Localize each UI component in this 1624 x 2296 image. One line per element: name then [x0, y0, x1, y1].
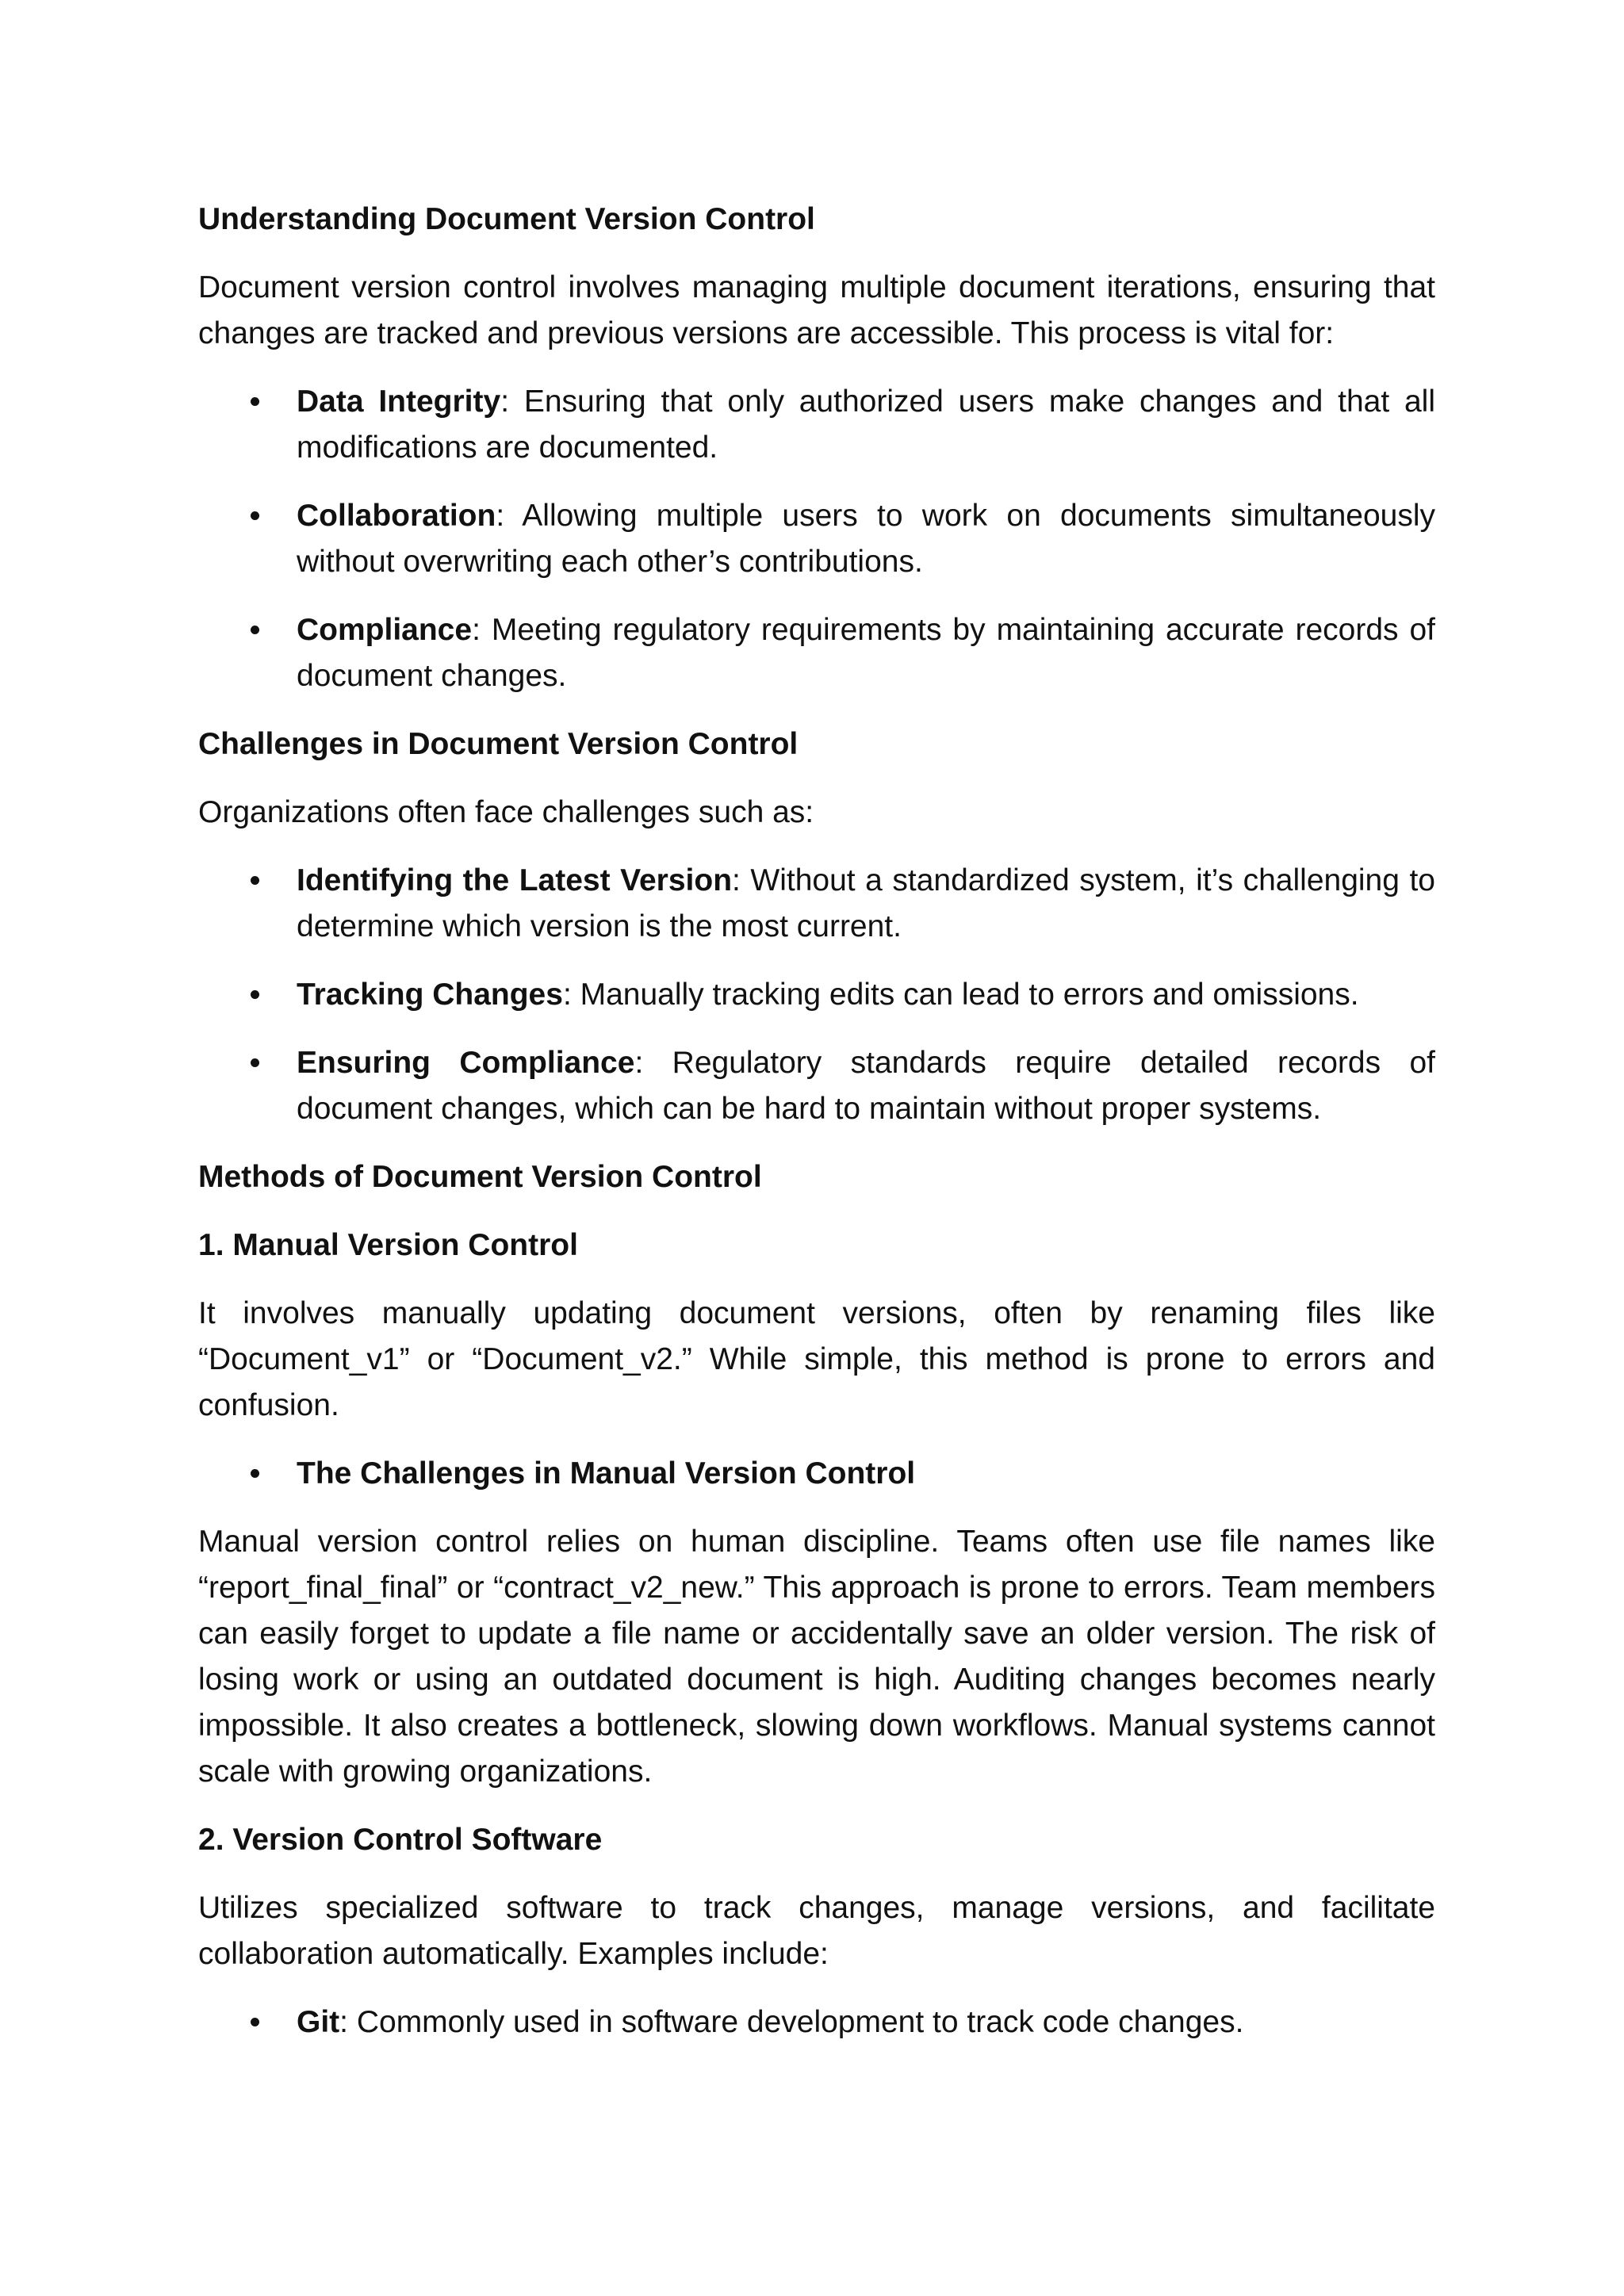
- section-paragraph: It involves manually updating document versions, often by renaming files like “Document_v1” or “Document_v2.” While simple, this method is prone to errors and confusion.: [198, 1296, 1435, 1422]
- bullet-text: : Allowing multiple users to work on documents simultaneously without overwriting each other’s contributions.: [297, 499, 1435, 579]
- bullet-term: Data Integrity: [297, 385, 501, 419]
- section-paragraph: Document version control involves managing multiple document iterations, ensuring that changes are tracked and previous versions are accessible. This process is vital for:: [198, 270, 1435, 350]
- bullet-heading: The Challenges in Manual Version Control: [297, 1456, 916, 1490]
- section-paragraph: Manual version control relies on human discipline. Teams often use file names like “report_final_final” or “contract_v2_new.” This approach is prone to errors. Team members can easily forget to update a file name or accidentally save an older version. The risk of losing work or using an outdated document is high. Auditing changes becomes nearly impossible. It also creates a bottleneck, slowing down workflows. Manual systems cannot scale with growing organizations.: [198, 1525, 1435, 1789]
- bullet-icon: [251, 990, 259, 999]
- section-heading: Methods of Document Version Control: [198, 1160, 762, 1194]
- section-paragraph: Organizations often face challenges such as:: [198, 795, 814, 829]
- section-heading: Challenges in Document Version Control: [198, 727, 799, 761]
- bullet-term: Ensuring Compliance: [297, 1046, 635, 1080]
- subsection-heading: 2. Version Control Software: [198, 1823, 603, 1857]
- bullet-text: : Regulatory standards require detailed records of document changes, which can be hard to maintain without proper systems.: [297, 1046, 1435, 1126]
- list-item: [198, 1999, 1435, 2045]
- list-item: [198, 607, 1435, 699]
- list-item: [198, 1040, 1435, 1132]
- bullet-term: Collaboration: [297, 499, 496, 533]
- bullet-icon: [251, 511, 259, 520]
- bullet-text: : Manually tracking edits can lead to errors and omissions.: [562, 978, 1359, 1012]
- list-item: [198, 1451, 1435, 1497]
- bullet-icon: [251, 397, 259, 406]
- bullet-term: Tracking Changes: [297, 978, 563, 1012]
- section-paragraph: Utilizes specialized software to track changes, manage versions, and facilitate collaboration automatically. Examples include:: [198, 1891, 1435, 1971]
- bullet-text: : Ensuring that only authorized users make changes and that all modifications are documented.: [297, 385, 1435, 465]
- list-item: [198, 379, 1435, 471]
- bullet-icon: [251, 1469, 259, 1478]
- bullet-term: Compliance: [297, 613, 473, 647]
- bullet-term: Identifying the Latest Version: [297, 863, 733, 897]
- list-item: [198, 493, 1435, 585]
- bullet-list: [198, 1451, 1435, 1497]
- bullet-text: : Without a standardized system, it’s challenging to determine which version is the most current.: [297, 863, 1435, 943]
- bullet-text: : Meeting regulatory requirements by maintaining accurate records of document changes.: [297, 613, 1435, 693]
- bullet-term: Git: [297, 2005, 340, 2039]
- bullet-text: : Commonly used in software development to track code changes.: [339, 2005, 1244, 2039]
- bullet-list: [198, 1999, 1435, 2045]
- subsection-heading: 1. Manual Version Control: [198, 1228, 578, 1262]
- bullet-icon: [251, 626, 259, 634]
- section-heading: Understanding Document Version Control: [198, 202, 815, 236]
- bullet-icon: [251, 2018, 259, 2026]
- bullet-icon: [251, 876, 259, 885]
- document-page: [198, 197, 1435, 2068]
- bullet-icon: [251, 1058, 259, 1067]
- list-item: [198, 972, 1435, 1018]
- bullet-list: [198, 379, 1435, 699]
- list-item: [198, 858, 1435, 950]
- bullet-list: [198, 858, 1435, 1132]
